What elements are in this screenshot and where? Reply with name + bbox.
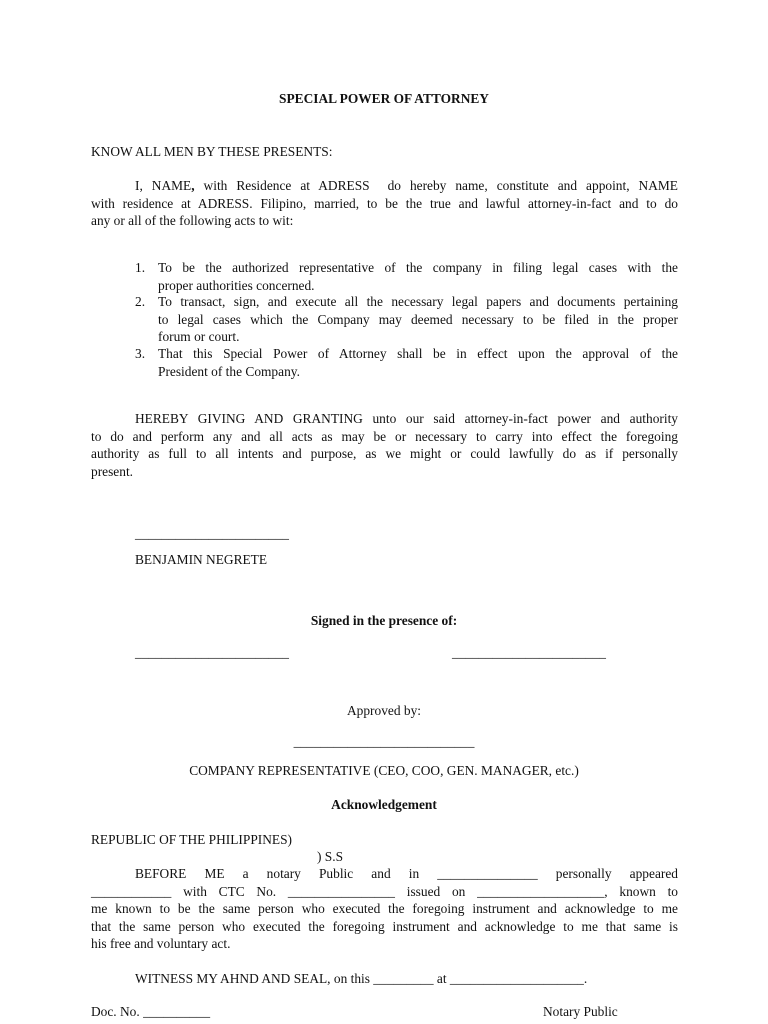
granting-line: HEREBY GIVING AND GRANTING unto our said attorney-in-fact power and authority (135, 411, 678, 426)
before-me-line: that the same person who executed the foregoing instrument and acknowledge to me that same is (91, 918, 678, 934)
intro-paragraph (91, 177, 678, 230)
republic-line: REPUBLIC OF THE PHILIPPINES) (91, 832, 293, 847)
signed-presence-heading: Signed in the presence of: (310, 613, 458, 628)
acknowledgement-heading: Acknowledgement (331, 797, 437, 812)
list-item-line: President of the Company. (158, 363, 300, 379)
witness-signature-line-left: _______________________ (135, 645, 289, 660)
list-number: 2. (135, 294, 146, 309)
witness-seal-line: WITNESS MY AHND AND SEAL, on this _________ at ____________________. (135, 971, 588, 986)
list-number: 3. (135, 346, 146, 361)
doc-number: Doc. No. __________ (91, 1004, 211, 1019)
granting-paragraph (91, 410, 678, 480)
before-me-line: his free and voluntary act. (91, 936, 231, 951)
signer-signature-line: _______________________ (135, 526, 289, 541)
notary-public-label: Notary Public (543, 1004, 618, 1019)
list-item-line: to legal cases which the Company may deemed necessary to be filed in the proper (158, 311, 678, 327)
list-item-line: forum or court. (158, 329, 240, 344)
list-number: 1. (135, 260, 146, 275)
list-item-line: That this Special Power of Attorney shall be in effect upon the approval of the (158, 346, 678, 361)
list-item-line: To be the authorized representative of the company in filing legal cases with the (158, 260, 678, 275)
before-me-line: me known to be the same person who executed the foregoing instrument and acknowledge to me (91, 901, 678, 916)
before-me-line: ____________ with CTC No. ________________ issued on ___________________, known to (91, 883, 678, 899)
company-representative-label: COMPANY REPRESENTATIVE (CEO, COO, GEN. MANAGER, etc.) (189, 763, 579, 778)
list-item-line: To transact, sign, and execute all the necessary legal papers and documents pertaining (158, 294, 678, 309)
witness-signature-line-right: _______________________ (452, 645, 606, 660)
ss-line: ) S.S (317, 849, 344, 864)
approved-by-label: Approved by: (346, 703, 421, 718)
before-me-line: BEFORE ME a notary Public and in _______________ personally appeared (135, 866, 678, 881)
opening-line: KNOW ALL MEN BY THESE PRESENTS: (91, 144, 333, 159)
signer-name: BENJAMIN NEGRETE (135, 552, 268, 567)
list-item-line: proper authorities concerned. (158, 277, 315, 293)
approver-signature-line: ___________________________ (293, 734, 475, 749)
before-me-paragraph (91, 865, 678, 953)
document-title: SPECIAL POWER OF ATTORNEY (279, 91, 489, 106)
granting-line: to do and perform any and all acts as may be or necessary to carry into effect the foregoing (91, 428, 678, 444)
granting-line: present. (91, 463, 134, 479)
granting-line: authority as full to all intents and purpose, as we might or could lawfully do as if personally (91, 446, 678, 461)
intro-line-1: I, NAME, with Residence at ADRESS do hereby name, constitute and appoint, NAME (135, 178, 678, 193)
intro-line-2: with residence at ADRESS. Filipino, married, to be the true and lawful attorney-in-fact and to do (91, 195, 678, 211)
intro-line-3: any or all of the following acts to wit: (91, 213, 294, 228)
